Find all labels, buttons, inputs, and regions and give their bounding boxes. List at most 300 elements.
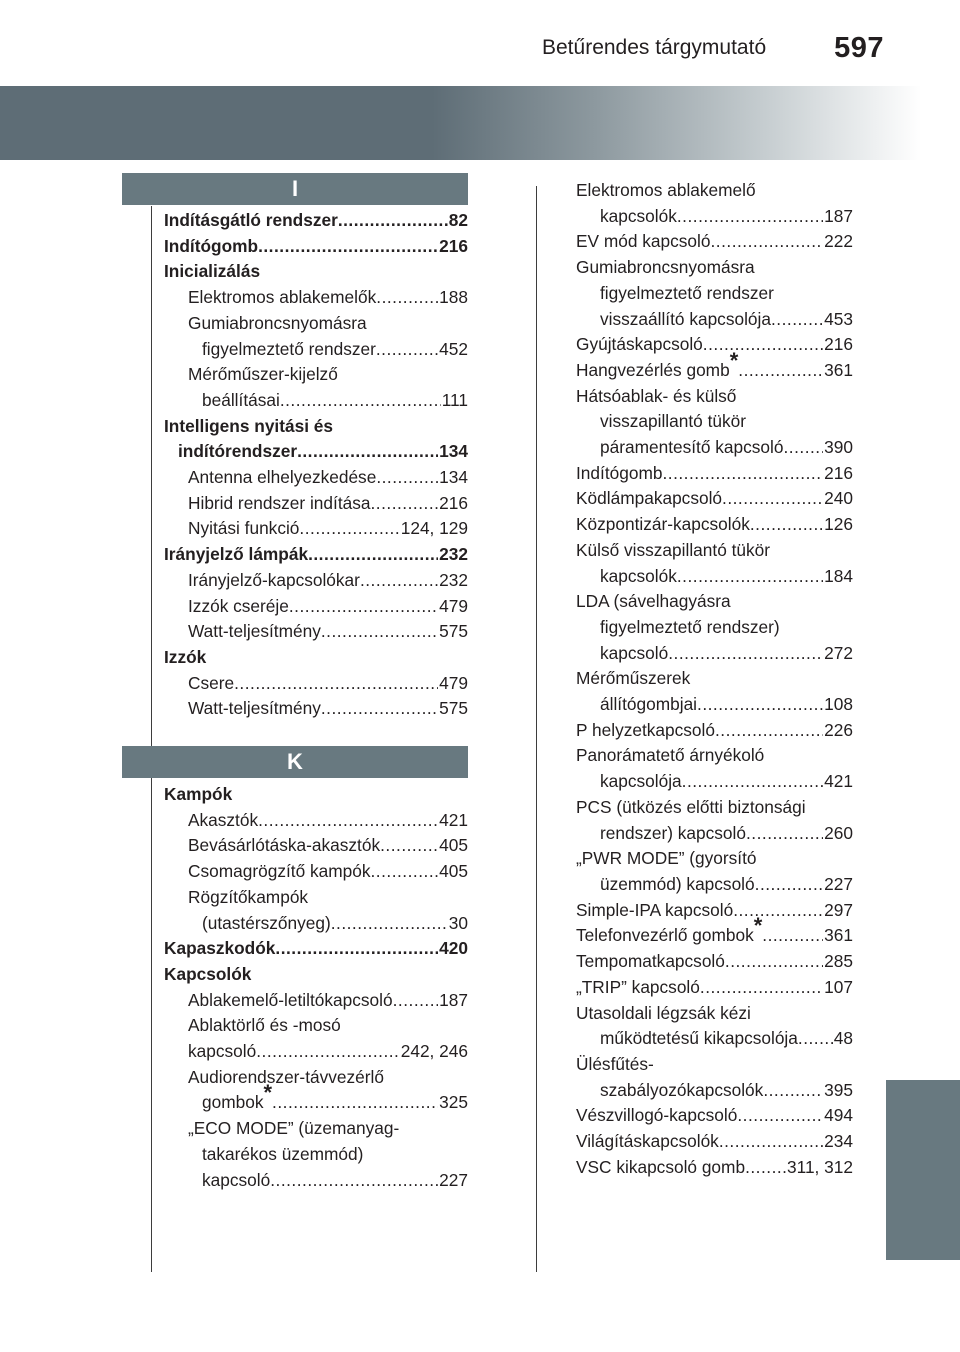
index-entry-text: Gumiabroncsnyomásra (188, 312, 367, 333)
index-entry-page: 421 (824, 771, 853, 792)
index-entry-text: Panorámatető árnyékoló (576, 745, 765, 766)
index-entry-text: Watt-teljesítmény (188, 698, 321, 719)
index-entry-page: 111 (441, 389, 468, 410)
index-entry-page: 216 (824, 334, 853, 355)
index-entry-page: 216 (824, 462, 853, 483)
index-entry-text: rendszer) kapcsoló (600, 822, 746, 843)
index-entry-term (202, 388, 280, 414)
dot-leader (371, 491, 439, 517)
index-entry (164, 491, 468, 517)
index-entry-term (576, 461, 662, 487)
index-entry (164, 311, 468, 337)
dot-leader (299, 516, 399, 542)
index-entry-term (600, 1078, 763, 1104)
page-header-title: Betűrendes tárgymutató (542, 36, 767, 59)
index-entry-text: Bevásárlótáska-akasztók (188, 835, 381, 856)
index-entry-term (600, 641, 668, 667)
index-entry (576, 1155, 853, 1181)
index-entry (576, 486, 853, 512)
index-entry (164, 465, 468, 491)
dot-leader (798, 1026, 833, 1052)
dot-leader (746, 821, 823, 847)
index-entry-page: 126 (824, 514, 853, 535)
index-entry (164, 1080, 468, 1116)
index-entry (164, 1013, 468, 1039)
dot-leader (272, 1090, 438, 1116)
index-entry-text: Ködlámpakapcsoló (576, 488, 723, 509)
index-entry-term (576, 1155, 745, 1181)
index-entry-term (188, 619, 321, 645)
index-entry-page: 405 (439, 861, 468, 882)
index-entry-text: Irányjelző-kapcsolókar (188, 569, 360, 590)
index-entry (576, 615, 853, 641)
index-entry (164, 362, 468, 388)
dot-leader (703, 332, 823, 358)
index-entry-term (576, 486, 722, 512)
dot-leader (755, 872, 824, 898)
right-column-rule (536, 186, 537, 1272)
index-entry-page: 124, 129 (400, 518, 468, 539)
dot-leader (331, 911, 448, 937)
dot-leader (338, 208, 448, 234)
index-entry-page: 420 (439, 938, 468, 959)
index-entry (164, 594, 468, 620)
index-entry (576, 1078, 853, 1104)
index-entry-page: 48 (833, 1028, 853, 1049)
index-entry (164, 208, 468, 234)
index-entry-text: Irányjelző lámpák (164, 544, 309, 565)
index-entry-text: Gyújtáskapcsoló (576, 334, 703, 355)
index-entry-term (576, 718, 715, 744)
index-entry (164, 962, 468, 988)
index-entry-page: 575 (439, 698, 468, 719)
dot-leader (258, 234, 438, 260)
index-entry-text: figyelmeztető rendszer (600, 282, 774, 303)
index-entry-page: 187 (439, 989, 468, 1010)
index-entry-text: kapcsolók (600, 205, 677, 226)
index-entry (576, 1129, 853, 1155)
index-entry-page: 452 (439, 338, 468, 359)
index-entry-text: üzemmód) kapcsoló (600, 873, 755, 894)
index-entry-text: Utasoldali légzsák kézi (576, 1002, 751, 1023)
index-entry-text: Tempomatkapcsoló (576, 951, 725, 972)
index-entry (576, 564, 853, 590)
dot-leader (677, 204, 823, 230)
index-entry-term (576, 1129, 719, 1155)
index-entry-term (188, 491, 371, 517)
index-entry-page: 30 (448, 912, 468, 933)
dot-leader (371, 859, 439, 885)
index-entry-text: Hibrid rendszer indítása (188, 492, 371, 513)
index-entry (576, 229, 853, 255)
dot-leader (308, 542, 438, 568)
index-entry (576, 409, 853, 435)
index-entry-page: 361 (824, 925, 853, 946)
index-entry-term (164, 234, 258, 260)
index-entry-page: 405 (439, 835, 468, 856)
index-list-right (576, 178, 853, 1180)
dot-leader (321, 696, 438, 722)
index-entry-text: Audiorendszer-távvezérlő (188, 1066, 384, 1087)
index-entry-text: Ülésfűtés- (576, 1053, 654, 1074)
index-entry-term (202, 1168, 270, 1194)
index-entry-page: 285 (824, 951, 853, 972)
index-entry-page: 311, 312 (787, 1156, 853, 1177)
index-entry-page: 242, 246 (400, 1041, 468, 1062)
section-letter-i: I (122, 173, 468, 205)
index-entry-text: Simple-IPA kapcsoló (576, 899, 734, 920)
index-entry-text: Indítógomb (576, 462, 663, 483)
index-entry-term (576, 949, 725, 975)
index-entry (576, 1103, 853, 1129)
index-entry-text: „ECO MODE” (üzemanyag- (188, 1118, 400, 1139)
index-entry (164, 696, 468, 722)
index-entry-text: Inicializálás (164, 261, 261, 282)
dot-leader (376, 285, 438, 311)
index-entry (576, 538, 853, 564)
index-entry-text: Ablaktörlő és -mosó (188, 1015, 341, 1036)
index-entry-text: kapcsolója (600, 771, 682, 792)
index-entry-page: 232 (439, 544, 468, 565)
index-entry-text: LDA (sávelhagyásra (576, 591, 731, 612)
index-entry-page: 108 (824, 694, 853, 715)
section-letter-k: K (122, 746, 468, 778)
dot-leader (682, 769, 824, 795)
index-entry-term (202, 337, 376, 363)
index-entry-page: 184 (824, 565, 853, 586)
index-entry-page: 188 (439, 287, 468, 308)
index-entry-text: Központizár-kapcsolók (576, 514, 750, 535)
index-entry (576, 666, 853, 692)
index-entry (164, 414, 468, 440)
index-entry (576, 281, 853, 307)
index-entry (576, 692, 853, 718)
index-entry-page: 240 (824, 488, 853, 509)
index-entry-text: Hangvezérlés gomb (576, 359, 730, 380)
index-entry-term (600, 872, 755, 898)
index-entry (576, 846, 853, 872)
index-entry-page: 234 (824, 1131, 853, 1152)
index-entry-text: Watt-teljesítmény (188, 621, 321, 642)
index-entry (164, 516, 468, 542)
index-entry-text: Kampók (164, 784, 233, 804)
dot-leader (376, 337, 438, 363)
index-entry (164, 1065, 468, 1091)
section-thumb-tab (886, 1080, 960, 1260)
index-entry (576, 913, 853, 949)
index-entry (164, 833, 468, 859)
index-entry-text: Mérőműszerek (576, 668, 691, 689)
index-entry-page: 390 (824, 437, 853, 458)
index-entry (576, 898, 853, 924)
index-entry-term (600, 769, 682, 795)
index-entry-page: 361 (824, 359, 853, 380)
index-entry-text: Hátsóablak- és külső (576, 385, 737, 406)
index-entry-text: „TRIP” kapcsoló (576, 976, 700, 997)
index-entry-text: figyelmeztető rendszer) (600, 616, 780, 637)
index-entry-page: 272 (824, 642, 853, 663)
index-entry (576, 204, 853, 230)
index-entry (164, 885, 468, 911)
index-entry-term (188, 285, 376, 311)
index-entry-term (576, 913, 763, 949)
index-entry (576, 347, 853, 384)
index-entry-term (188, 988, 393, 1014)
index-entry-term (188, 1039, 256, 1065)
index-entry (164, 1142, 468, 1168)
index-entry (576, 307, 853, 333)
index-entry-page: 479 (439, 595, 468, 616)
index-entry (164, 337, 468, 363)
dot-leader (715, 718, 823, 744)
index-entry-term (164, 208, 338, 234)
index-entry-term (188, 594, 289, 620)
dot-leader (280, 388, 441, 414)
index-entry-page: 222 (824, 231, 853, 252)
dot-leader (722, 486, 823, 512)
dot-leader (710, 229, 823, 255)
index-entry-term (576, 898, 733, 924)
index-entry (164, 645, 468, 671)
index-entry-term (188, 568, 360, 594)
index-entry-term (600, 204, 677, 230)
index-entry-term (188, 465, 376, 491)
index-entry-text: működtetésű kikapcsolója (600, 1028, 798, 1049)
dot-leader (700, 975, 823, 1001)
left-column-rule (151, 206, 152, 1272)
index-entry-page: 227 (439, 1169, 468, 1190)
index-entry (164, 936, 468, 962)
index-entry (576, 589, 853, 615)
index-entry-term (600, 307, 771, 333)
index-entry-term (576, 332, 703, 358)
index-entry-term (600, 821, 746, 847)
dot-leader (258, 808, 438, 834)
index-entry-text: PCS (ütközés előtti biztonsági (576, 796, 806, 817)
index-entry-text: EV mód kapcsoló (576, 231, 711, 252)
index-entry (576, 821, 853, 847)
index-entry-page: 453 (824, 308, 853, 329)
index-entry (164, 619, 468, 645)
index-entry (576, 795, 853, 821)
index-entry-term (164, 542, 308, 568)
index-entry-text: takarékos üzemmód) (202, 1143, 364, 1164)
index-entry-text: kapcsoló (202, 1169, 271, 1190)
index-entry (164, 285, 468, 311)
index-entry-page: 187 (824, 205, 853, 226)
index-entry (164, 1039, 468, 1065)
index-entry-text: (utastérszőnyeg) (202, 912, 331, 933)
dot-leader (393, 988, 439, 1014)
index-entry-text: Intelligens nyitási és (164, 415, 334, 436)
index-entry-page: 325 (439, 1092, 468, 1113)
index-entry-text: P helyzetkapcsoló (576, 719, 715, 740)
index-entry-text: Telefonvezérlő gombok (576, 925, 754, 946)
index-entry-term (164, 936, 275, 962)
index-entry-text: Világításkapcsolók (576, 1131, 719, 1152)
index-entry (576, 435, 853, 461)
index-entry-page: 226 (824, 719, 853, 740)
index-entry (576, 332, 853, 358)
index-entry (576, 384, 853, 410)
index-entry-term (188, 671, 234, 697)
index-entry-text: „PWR MODE” (gyorsító (576, 848, 757, 869)
index-entry-text: figyelmeztető rendszer (202, 338, 376, 359)
index-entry-term (178, 439, 297, 465)
index-entry-text: páramentesítő kapcsoló (600, 437, 784, 458)
index-entry (576, 769, 853, 795)
footnote-asterisk: * (753, 913, 763, 939)
dot-leader (771, 307, 823, 333)
dot-leader (297, 439, 438, 465)
index-entry-text: Kapaszkodók (164, 938, 276, 959)
dot-leader (275, 936, 438, 962)
index-entry (164, 259, 468, 285)
dot-leader (662, 461, 823, 487)
dot-leader (376, 465, 438, 491)
index-entry-page: 260 (824, 822, 853, 843)
index-entry-term (576, 347, 739, 384)
index-entry-page: 134 (439, 441, 468, 462)
index-list-k (164, 782, 468, 1193)
index-entry-term (188, 808, 258, 834)
index-entry-page: 395 (824, 1079, 853, 1100)
index-entry-page: 216 (439, 492, 468, 513)
index-entry-text: állítógombjai (600, 694, 698, 715)
index-entry-page: 107 (824, 976, 853, 997)
page-number: 597 (834, 32, 884, 64)
index-entry (164, 859, 468, 885)
dot-leader (738, 358, 823, 384)
index-entry-page: 134 (439, 467, 468, 488)
index-entry-page: 232 (439, 569, 468, 590)
index-entry-text: Indításgátló rendszer (164, 210, 338, 230)
index-entry (164, 1116, 468, 1142)
footnote-asterisk: * (263, 1080, 273, 1106)
index-entry-text: kapcsolók (600, 565, 677, 586)
index-entry-term (600, 435, 783, 461)
index-entry-term (600, 692, 697, 718)
dot-leader (360, 568, 438, 594)
index-entry (576, 872, 853, 898)
index-entry-text: Mérőműszer-kijelző (188, 364, 338, 385)
dot-leader (321, 619, 438, 645)
index-entry-text: Gumiabroncsnyomásra (576, 257, 755, 278)
index-entry-text: Izzók cseréje (188, 595, 289, 616)
index-entry (164, 988, 468, 1014)
index-entry-term (576, 229, 710, 255)
index-entry-text: Rögzítőkampók (188, 886, 309, 907)
index-entry (576, 1052, 853, 1078)
index-entry-page: 216 (439, 235, 468, 256)
dot-leader (697, 692, 823, 718)
index-entry (576, 641, 853, 667)
index-entry-term (188, 859, 371, 885)
index-entry-text: Külső visszapillantó tükör (576, 539, 771, 560)
dot-leader (677, 564, 823, 590)
index-entry (576, 975, 853, 1001)
index-entry (164, 439, 468, 465)
index-entry (164, 568, 468, 594)
index-entry-term (600, 564, 677, 590)
index-entry (576, 718, 853, 744)
index-entry-text: Elektromos ablakemelők (188, 287, 377, 308)
index-entry (164, 911, 468, 937)
index-entry (164, 388, 468, 414)
index-entry-text: Kapcsolók (164, 963, 252, 984)
dot-leader (745, 1155, 786, 1181)
dot-leader (289, 594, 438, 620)
index-entry (576, 461, 853, 487)
index-entry (164, 782, 468, 808)
index-entry-text: beállításai (202, 389, 280, 410)
dot-leader (733, 898, 823, 924)
dot-leader (737, 1103, 823, 1129)
index-entry (576, 178, 853, 204)
index-entry-term (188, 833, 380, 859)
index-entry-text: Indítógomb (164, 235, 259, 256)
dot-leader (763, 1078, 823, 1104)
index-entry-term (576, 512, 750, 538)
index-entry-text: Csomagrögzítő kampók (188, 861, 371, 882)
index-entry-text: gombok (202, 1092, 264, 1113)
index-entry (576, 255, 853, 281)
index-entry-text: Vészvillogó-kapcsoló (576, 1105, 738, 1126)
index-entry-page: 227 (824, 873, 853, 894)
index-entry (164, 671, 468, 697)
dot-leader (234, 671, 438, 697)
index-entry (164, 542, 468, 568)
dot-leader (750, 512, 823, 538)
index-entry-text: kapcsoló (188, 1041, 257, 1062)
dot-leader (762, 923, 823, 949)
index-entry-text: Elektromos ablakemelő (576, 180, 756, 200)
index-entry-page: 297 (824, 899, 853, 920)
index-entry-term (202, 911, 331, 937)
index-entry-term (576, 975, 700, 1001)
index-entry-page: 421 (439, 809, 468, 830)
index-entry-text: szabályozókapcsolók (600, 1079, 764, 1100)
index-entry (576, 1026, 853, 1052)
index-entry-page: 479 (439, 672, 468, 693)
index-entry-text: visszaállító kapcsolója (600, 308, 771, 329)
index-entry-text: Izzók (164, 646, 207, 667)
index-entry-text: VSC kikapcsoló gomb (576, 1156, 746, 1177)
index-entry-text: Antenna elhelyezkedése (188, 467, 377, 488)
index-entry-text: Ablakemelő-letiltókapcsoló (188, 989, 393, 1010)
dot-leader (380, 833, 438, 859)
header-banner (0, 86, 960, 160)
index-entry-text: Nyitási funkció (188, 518, 300, 539)
dot-leader (725, 949, 823, 975)
index-entry-term (202, 1080, 273, 1116)
index-entry (164, 234, 468, 260)
dot-leader (719, 1129, 823, 1155)
index-entry-text: visszapillantó tükör (600, 411, 746, 432)
index-entry-text: Csere (188, 672, 235, 693)
index-entry-page: 82 (448, 210, 468, 230)
index-entry-page: 575 (439, 621, 468, 642)
dot-leader (270, 1168, 438, 1194)
index-list-i (164, 208, 468, 722)
index-entry-term (600, 1026, 798, 1052)
index-entry (576, 743, 853, 769)
footnote-asterisk: * (729, 347, 739, 373)
index-entry-page: 494 (824, 1105, 853, 1126)
index-entry-text: indítórendszer (178, 441, 298, 462)
dot-leader (668, 641, 823, 667)
index-entry-term (188, 696, 321, 722)
